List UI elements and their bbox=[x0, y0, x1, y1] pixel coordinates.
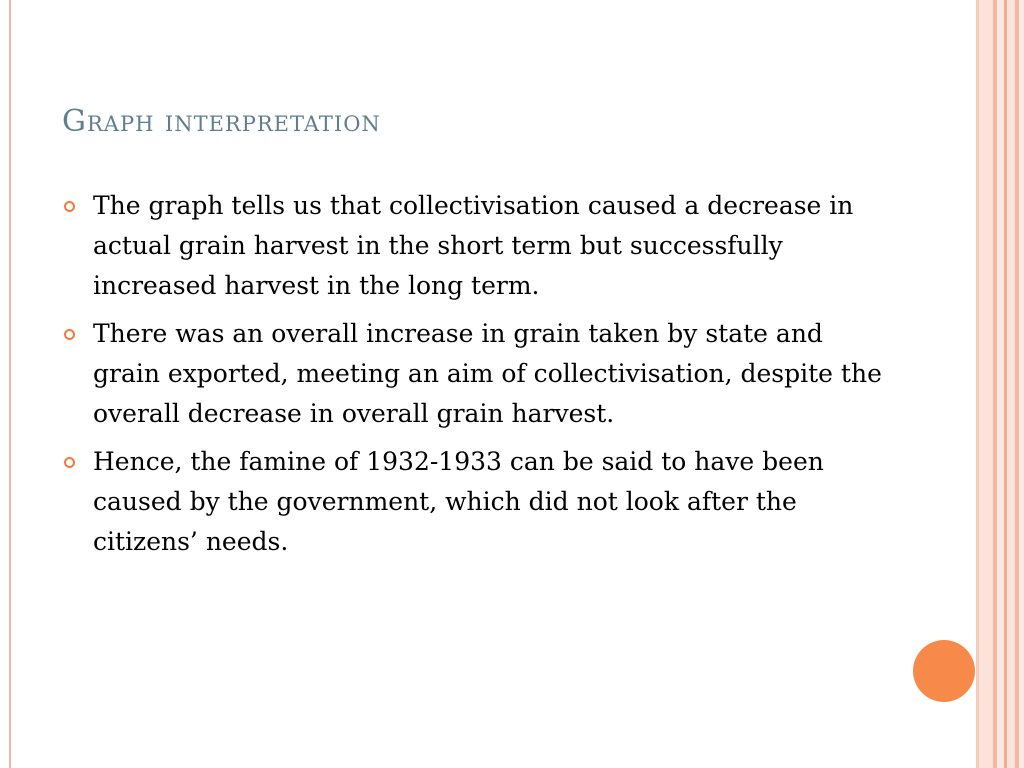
stripe bbox=[1007, 0, 1015, 768]
left-border-decoration bbox=[9, 0, 11, 768]
bullet-circle-icon bbox=[64, 201, 75, 212]
stripe bbox=[997, 0, 1004, 768]
orange-circle-decoration bbox=[913, 640, 975, 702]
stripe bbox=[979, 0, 993, 768]
bullet-circle-icon bbox=[64, 329, 75, 340]
bullet-text: The graph tells us that collectivisation caused a decrease in actual grain harvest in the short term but successfully increased harvest in the long term. bbox=[93, 191, 854, 300]
bullet-text: There was an overall increase in grain taken by state and grain exported, meeting an aim of collectivisation, despite the overall decrease in overall grain harvest. bbox=[93, 319, 882, 428]
bullet-item bbox=[62, 314, 892, 434]
bullet-circle-icon bbox=[64, 457, 75, 468]
bullet-list bbox=[62, 186, 892, 570]
stripe bbox=[1019, 0, 1024, 768]
slide-title: Graph interpretation bbox=[62, 104, 381, 139]
bullet-text: Hence, the famine of 1932-1933 can be said to have been caused by the government, which did not look after the citizens’ needs. bbox=[93, 447, 824, 556]
right-stripes-decoration bbox=[976, 0, 1024, 768]
bullet-item bbox=[62, 442, 892, 562]
bullet-item bbox=[62, 186, 892, 306]
